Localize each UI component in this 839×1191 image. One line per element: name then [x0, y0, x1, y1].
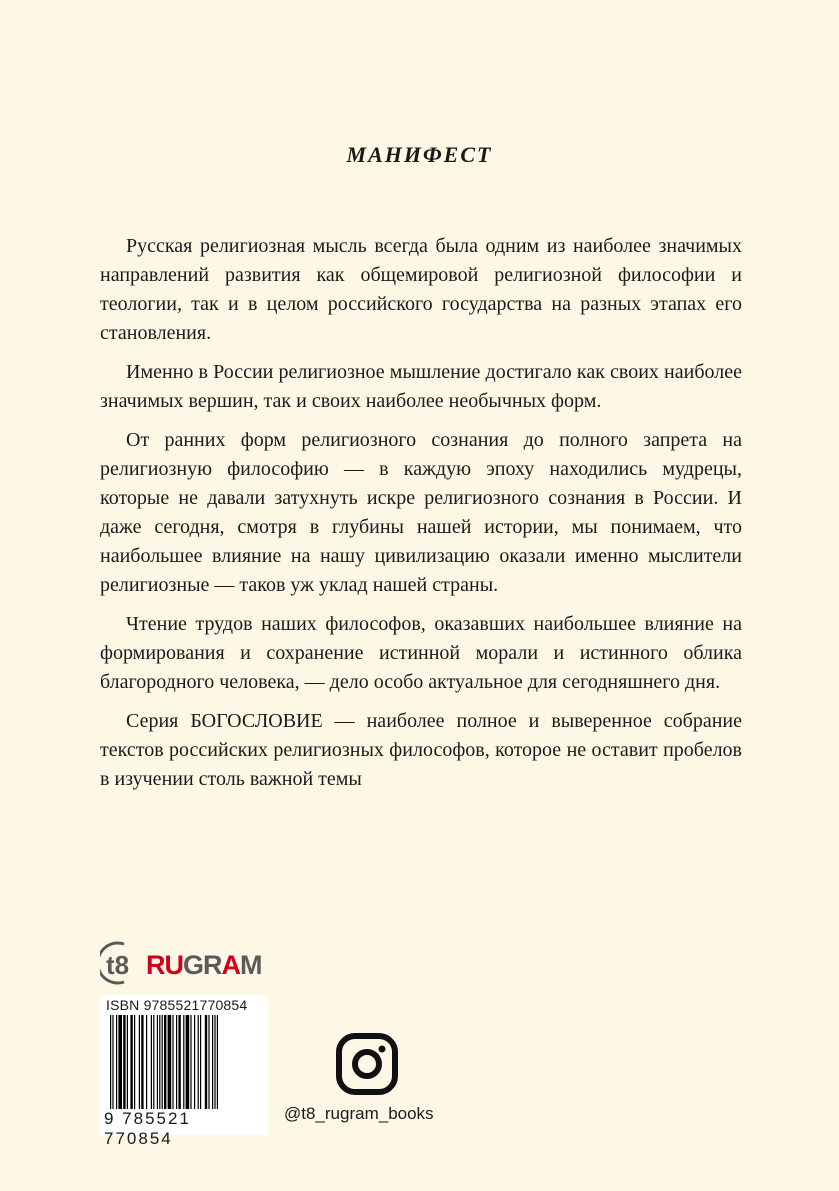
barcode-bar: [176, 1015, 177, 1109]
logo-prefix: t8: [106, 950, 130, 980]
paragraph: Чтение трудов наших философов, оказавших наибольшее влияние на формирования и сохранение истинной морали и истинного облика благородного человека, — дело особо актуальное для сегодняшнего дня.: [100, 613, 742, 693]
barcode-bar: [153, 1015, 154, 1109]
isbn-label: ISBN 9785521770854: [106, 997, 248, 1013]
barcode-bar: [214, 1015, 215, 1109]
logo-name: RUGRAM: [146, 950, 262, 980]
barcode-bar: [164, 1015, 166, 1109]
barcode-bar: [159, 1015, 160, 1109]
publisher-logo: [100, 936, 280, 986]
page-title: МАНИФЕСТ: [346, 142, 493, 167]
barcode-bar: [200, 1015, 201, 1109]
barcode-bar: [110, 1015, 111, 1109]
isbn-digits: 9 785521 770854: [104, 1109, 191, 1148]
paragraph: Серия БОГОСЛОВИЕ — наиболее полное и выверенное собрание текстов российских религиозных философов, которое не оставит пробелов в изучении столь важной темы: [100, 710, 742, 790]
barcode-bar: [116, 1015, 117, 1109]
barcode-bar: [172, 1015, 173, 1109]
barcode-bar: [217, 1015, 218, 1109]
isbn-barcode: [100, 995, 268, 1148]
barcode-bar: [123, 1015, 125, 1109]
barcode-bar: [151, 1015, 152, 1109]
paragraph: Именно в России религиозное мышление достигало как своих наиболее значимых вершин, так и своих наиболее необычных форм.: [100, 361, 742, 412]
barcode-bar: [139, 1015, 140, 1109]
barcode-bar: [208, 1015, 209, 1109]
paragraph: Русская религиозная мысль всегда была одним из наиболее значимых направлений развития как общемировой религиозной философии и теологии, так и в целом российского государства на разных этапах его становления.: [100, 235, 742, 344]
barcode-bar: [198, 1015, 199, 1109]
barcode-bar: [157, 1015, 158, 1109]
barcode-bar: [146, 1015, 147, 1109]
barcode-bar: [168, 1015, 172, 1109]
barcode-bar: [194, 1015, 195, 1109]
barcode-bar: [205, 1015, 207, 1109]
barcode-bar: [130, 1015, 132, 1109]
barcode-bar: [190, 1015, 191, 1109]
barcode-bar: [183, 1015, 184, 1109]
manifesto-text: [100, 232, 742, 804]
instagram-handle: @t8_rugram_books: [284, 1104, 434, 1123]
barcode-bar: [112, 1015, 113, 1109]
barcode-bar: [118, 1015, 122, 1109]
barcode-bar: [134, 1015, 135, 1109]
barcode-bar: [212, 1015, 213, 1109]
barcode-bar: [162, 1015, 163, 1109]
barcode-bar: [178, 1015, 180, 1109]
barcode-bar: [127, 1015, 128, 1109]
instagram-icon: [336, 1033, 398, 1095]
barcode-bars: [110, 1015, 260, 1109]
barcode-bar: [141, 1015, 143, 1109]
paragraph: От ранних форм религиозного сознания до полного запрета на религиозную философию — в каждую эпоху находились мудрецы, которые не давали затухнуть искре религиозного сознания в России. И даже сегодня, смотря в глубины нашей истории, мы понимаем, что наибольшее влияние на нашу цивилизацию оказали именно мыслители религиозные — таков уж уклад нашей страны.: [100, 429, 742, 596]
barcode-bar: [186, 1015, 190, 1109]
